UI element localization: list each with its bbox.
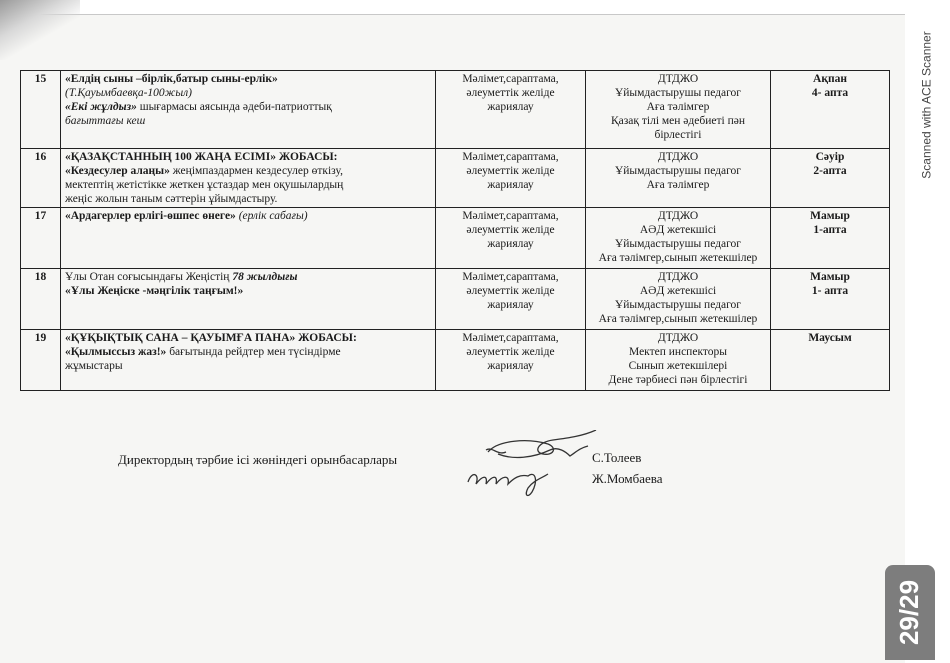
- form-line: Мәлімет,сараптама,: [462, 210, 559, 222]
- date-cell: [771, 330, 890, 391]
- responsible-line: Мектеп инспекторы: [629, 346, 727, 358]
- form-cell: [436, 71, 586, 149]
- row-number: 16: [21, 149, 61, 208]
- responsible-line: ДТДЖО: [657, 332, 699, 344]
- date-line: 4- апта: [811, 87, 849, 99]
- responsible-line: АӘД жетекшісі: [639, 285, 717, 297]
- responsible-line: Ұйымдастырушы педагог: [614, 299, 742, 311]
- form-cell: [436, 330, 586, 391]
- responsible-line: Аға тәлімгер,сынып жетекшілер: [598, 252, 758, 264]
- event-text-continuation: жеңімпаздармен кездесулер өткізу,: [169, 165, 343, 177]
- form-line: Мәлімет,сараптама,: [462, 73, 559, 85]
- signatory-name-2: Ж.Момбаева: [592, 471, 663, 486]
- page-indicator-badge: [885, 565, 935, 660]
- event-text: жеңіс жолын таным сәттерін ұйымдастыру.: [65, 193, 278, 205]
- event-cell: [61, 149, 436, 208]
- responsible-line: Ұйымдастырушы педагог: [614, 87, 742, 99]
- row-number: 18: [21, 269, 61, 330]
- scanner-watermark: [913, 20, 941, 190]
- event-cell: [61, 269, 436, 330]
- date-cell: [771, 71, 890, 149]
- date-line: 2-апта: [813, 165, 847, 177]
- form-line: жариялау: [487, 179, 534, 191]
- event-line: [65, 359, 431, 373]
- form-line: Мәлімет,сараптама,: [462, 271, 559, 283]
- event-text-continuation: шығармасы аясында әдеби-патриоттық: [136, 101, 332, 113]
- form-line: әлеуметтік желіде: [466, 224, 555, 236]
- responsible-line: ДТДЖО: [657, 210, 699, 222]
- event-line: [65, 209, 431, 223]
- signature-block: [0, 430, 905, 500]
- scanner-watermark-text: Scanned with ACE Scanner: [920, 31, 935, 179]
- date-line: Маусым: [808, 332, 852, 344]
- responsible-line: Қазақ тілі мен әдебиеті пән: [610, 115, 745, 127]
- event-line: [65, 114, 431, 128]
- form-line: Мәлімет,сараптама,: [462, 151, 559, 163]
- table-row: [21, 149, 890, 208]
- form-line: әлеуметтік желіде: [466, 165, 555, 177]
- signature-title: Директордың тәрбие ісі жөніндегі орынбасарлары: [118, 452, 398, 467]
- form-cell: [436, 208, 586, 269]
- form-line: әлеуметтік желіде: [466, 87, 555, 99]
- responsible-line: Ұйымдастырушы педагог: [614, 165, 742, 177]
- responsible-line: Аға тәлімгер,сынып жетекшілер: [598, 313, 758, 325]
- event-line: [65, 150, 431, 164]
- table-row: [21, 330, 890, 391]
- date-line: Мамыр: [810, 271, 850, 283]
- responsible-cell: [586, 330, 771, 391]
- responsible-line: ДТДЖО: [657, 151, 699, 163]
- form-line: жариялау: [487, 101, 534, 113]
- responsible-line: Аға тәлімгер: [646, 101, 710, 113]
- responsible-line: Аға тәлімгер: [646, 179, 710, 191]
- date-line: Сәуір: [815, 151, 845, 163]
- table-row: [21, 269, 890, 330]
- event-text: жұмыстары: [65, 360, 123, 372]
- table-row: [21, 208, 890, 269]
- event-text: (Т.Қауымбаевқа-100жыл): [65, 87, 193, 99]
- event-text: «Ұлы Жеңіске -мәңгілік таңғым!»: [65, 285, 244, 297]
- event-cell: [61, 71, 436, 149]
- handwritten-signatures-icon: [458, 430, 608, 500]
- date-line: 1-апта: [813, 224, 847, 236]
- responsible-line: ДТДЖО: [657, 271, 699, 283]
- date-line: Ақпан: [813, 73, 847, 85]
- event-line: [65, 72, 431, 86]
- date-line: 1- апта: [811, 285, 849, 297]
- event-line: [65, 270, 431, 284]
- event-text: бағыттағы кеш: [65, 115, 146, 127]
- event-text-continuation: бағытында рейдтер мен түсіндірме: [166, 346, 341, 358]
- event-line: [65, 345, 431, 359]
- top-page-edge: [0, 0, 905, 15]
- responsible-cell: [586, 208, 771, 269]
- row-number: 19: [21, 330, 61, 391]
- event-text: мектептің жетістікке жеткен ұстаздар мен оқушылардың: [65, 179, 344, 191]
- form-line: әлеуметтік желіде: [466, 285, 555, 297]
- form-cell: [436, 149, 586, 208]
- responsible-line: ДТДЖО: [657, 73, 699, 85]
- date-line: Мамыр: [810, 210, 850, 222]
- form-line: жариялау: [487, 360, 534, 372]
- event-line: [65, 178, 431, 192]
- form-line: жариялау: [487, 299, 534, 311]
- responsible-line: Дене тәрбиесі пән бірлестігі: [608, 374, 748, 386]
- event-text-continuation: 78 жылдығы: [232, 271, 298, 283]
- event-line: [65, 100, 431, 114]
- date-cell: [771, 149, 890, 208]
- date-cell: [771, 269, 890, 330]
- event-cell: [61, 208, 436, 269]
- event-text: «Кездесулер алаңы»: [65, 165, 170, 177]
- date-cell: [771, 208, 890, 269]
- responsible-cell: [586, 269, 771, 330]
- event-text: Ұлы Отан соғысындағы Жеңістің: [65, 271, 233, 283]
- table-row: [21, 71, 890, 149]
- responsible-line: АӘД жетекшісі: [639, 224, 717, 236]
- row-number: 15: [21, 71, 61, 149]
- form-line: Мәлімет,сараптама,: [462, 332, 559, 344]
- page-indicator-text: 29/29: [894, 579, 925, 646]
- event-line: [65, 331, 431, 345]
- responsible-line: бірлестігі: [654, 129, 702, 141]
- row-number: 17: [21, 208, 61, 269]
- events-table: [20, 70, 890, 391]
- event-line: [65, 164, 431, 178]
- responsible-line: Сынып жетекшілері: [628, 360, 728, 372]
- page-fold-shadow: [0, 0, 80, 60]
- event-line: [65, 86, 431, 100]
- event-text: «Ардагерлер ерлігі-өшпес өнеге»: [65, 210, 236, 222]
- event-line: [65, 192, 431, 206]
- form-line: жариялау: [487, 238, 534, 250]
- event-text: «Елдің сыны –бірлік,батыр сыны-ерлік»: [65, 73, 278, 85]
- signatory-name-1: С.Толеев: [592, 450, 642, 465]
- event-text: «ҚҰҚЫҚТЫҚ САНА – ҚАУЫМҒА ПАНА» ЖОБАСЫ:: [65, 332, 357, 344]
- responsible-cell: [586, 149, 771, 208]
- event-text-continuation: (ерлік сабағы): [235, 210, 308, 222]
- responsible-cell: [586, 71, 771, 149]
- event-text: «ҚАЗАҚСТАННЫҢ 100 ЖАҢА ЕСІМІ» ЖОБАСЫ:: [65, 151, 338, 163]
- event-text: «Екі жұлдыз»: [65, 101, 137, 113]
- form-line: әлеуметтік желіде: [466, 346, 555, 358]
- form-cell: [436, 269, 586, 330]
- event-cell: [61, 330, 436, 391]
- event-text: «Қылмыссыз жаз!»: [65, 346, 167, 358]
- responsible-line: Ұйымдастырушы педагог: [614, 238, 742, 250]
- event-line: [65, 284, 431, 298]
